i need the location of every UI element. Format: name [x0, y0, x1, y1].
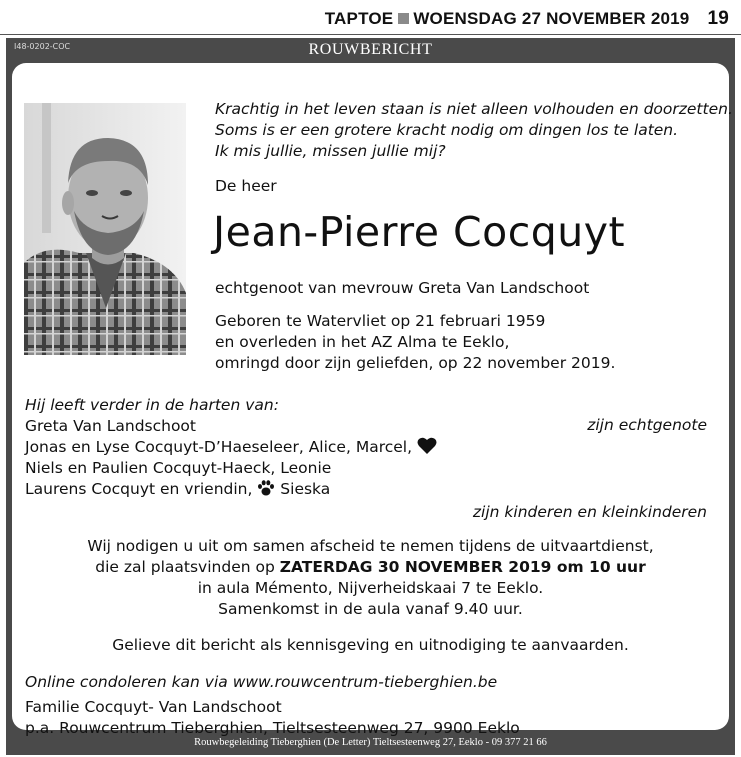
notice-body: [12, 63, 733, 737]
acceptance-note: [12, 635, 729, 656]
portrait-photo: [24, 103, 186, 355]
notice-title: ROUWBERICHT: [308, 41, 433, 58]
family-address: p.a. Rouwcentrum Tieberghien, Tieltsesteenweg 27, 9900 Eeklo: [25, 719, 520, 737]
death-line: en overleden in het AZ Alma te Eeklo,: [215, 333, 510, 351]
ref-code: I48-0202-COC: [14, 42, 71, 51]
survivor-text: Laurens Cocquyt en vriendin,: [25, 480, 253, 498]
paper-name: TAPTOE: [324, 9, 394, 28]
page-number: 19: [707, 8, 729, 29]
spouse-line: echtgenoot van mevrouw Greta Van Landschoot: [215, 279, 590, 297]
invitation-line: Wij nodigen u uit om samen afscheid te nemen tijdens de uitvaartdienst,: [87, 537, 654, 555]
name-prefix: De heer: [215, 177, 277, 195]
pet-name: Sieska: [280, 480, 331, 498]
survivor-text: Jonas en Lyse Cocquyt-D’Haeseleer, Alice, Marcel,: [25, 438, 413, 456]
family-name: Familie Cocquyt- Van Landschoot: [25, 698, 282, 716]
survivors-heading: Hij leeft verder in de harten van:: [25, 396, 279, 414]
acceptance-text: Gelieve dit bericht als kennisgeving en uitnodiging te aanvaarden.: [112, 636, 629, 654]
page-header: [0, 0, 741, 35]
relation-children: zijn kinderen en kleinkinderen: [472, 503, 707, 521]
quote: [215, 99, 733, 162]
relation-spouse: zijn echtgenote: [587, 416, 707, 434]
paper-date: WOENSDAG 27 NOVEMBER 2019: [413, 9, 690, 28]
deceased-name: Jean-Pierre Cocquyt: [213, 208, 626, 256]
birth-line: Geboren te Watervliet op 21 februari 1959: [215, 312, 546, 330]
obituary-notice: [6, 38, 735, 755]
paw-icon: [257, 479, 275, 503]
invitation-location: in aula Mémento, Nijverheidskaai 7 te Eeklo.: [197, 579, 544, 597]
funeral-invitation: [12, 536, 729, 620]
quote-line: Krachtig in het leven staan is niet alleen volhouden en doorzetten.: [215, 100, 733, 118]
invitation-date-line: [12, 557, 729, 578]
square-icon: [398, 13, 409, 24]
header-text: [325, 8, 729, 30]
heart-icon: [417, 437, 437, 461]
survivor-line: Niels en Paulien Cocquyt-Haeck, Leonie: [25, 459, 332, 477]
survivor-line: [25, 479, 330, 503]
birth-death-details: [215, 311, 615, 374]
funeral-date: ZATERDAG 30 NOVEMBER 2019 om 10 uur: [279, 558, 646, 576]
funeral-home-footer: Rouwbegeleiding Tieberghien (De Letter) Tieltsesteenweg 27, Eeklo - 09 377 21 66: [194, 737, 547, 748]
online-condolence: Online condoleren kan via www.rouwcentrum-tieberghien.be: [25, 673, 498, 691]
quote-line: Soms is er een grotere kracht nodig om dingen los te laten.: [215, 121, 679, 139]
invitation-gathering: Samenkomst in de aula vanaf 9.40 uur.: [218, 600, 523, 618]
quote-line: Ik mis jullie, missen jullie mij?: [215, 142, 446, 160]
death-date-line: omringd door zijn geliefden, op 22 november 2019.: [215, 354, 616, 372]
survivor-spouse: Greta Van Landschoot: [25, 417, 196, 435]
invitation-prefix: die zal plaatsvinden op: [95, 558, 275, 576]
